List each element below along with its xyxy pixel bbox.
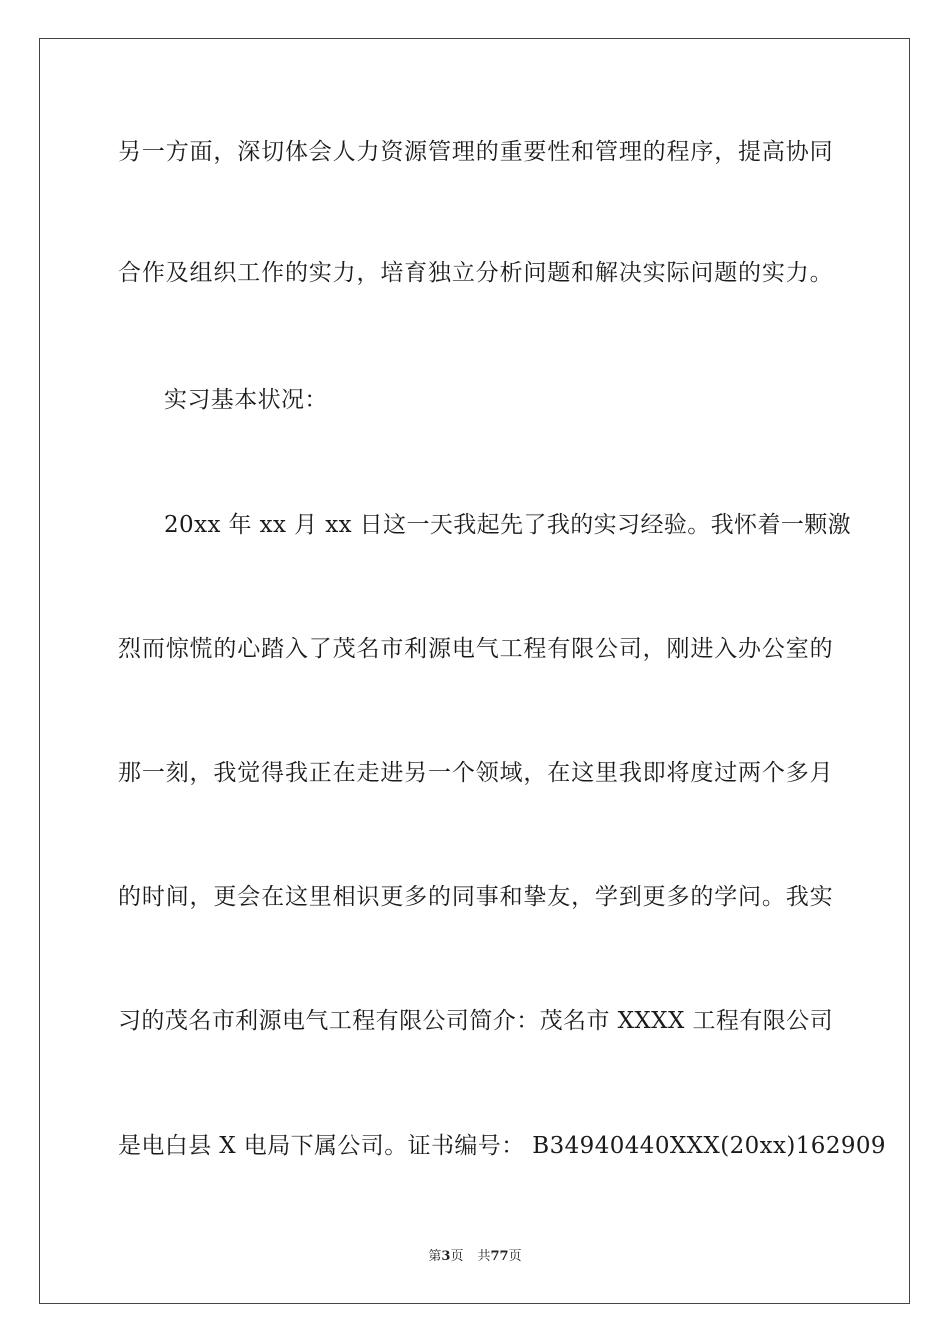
page-border [39,38,910,1304]
page-suffix: 页 [450,1249,464,1264]
text-line-7: 的时间，更会在这里相识更多的同事和挚友，学到更多的学问。我实 [118,884,833,910]
total-pages: 77 [490,1249,509,1264]
page-number: 3 [441,1249,451,1264]
section-heading: 实习基本状况： [164,387,328,413]
text-line-5: 烈而惊慌的心踏入了茂名市利源电气工程有限公司，刚进入办公室的 [118,636,833,662]
total-prefix: 共 [477,1249,491,1264]
total-suffix: 页 [508,1249,522,1264]
text-line-9: 是电白县 X 电局下属公司。证书编号： B34940440XXX(20xx)162909 [118,1133,886,1159]
text-line-8: 习的茂名市利源电气工程有限公司简介：茂名市 XXXX 工程有限公司 [118,1008,833,1034]
page-prefix: 第 [428,1249,442,1264]
text-line-1: 另一方面，深切体会人力资源管理的重要性和管理的程序，提高协同 [118,139,833,165]
text-line-4: 20xx 年 xx 月 xx 日这一天我起先了我的实习经验。我怀着一颗激 [164,512,852,538]
text-line-2: 合作及组织工作的实力，培育独立分析问题和解决实际问题的实力。 [118,260,833,286]
text-line-6: 那一刻，我觉得我正在走进另一个领域，在这里我即将度过两个多月 [118,760,833,786]
page-footer [0,1248,950,1266]
